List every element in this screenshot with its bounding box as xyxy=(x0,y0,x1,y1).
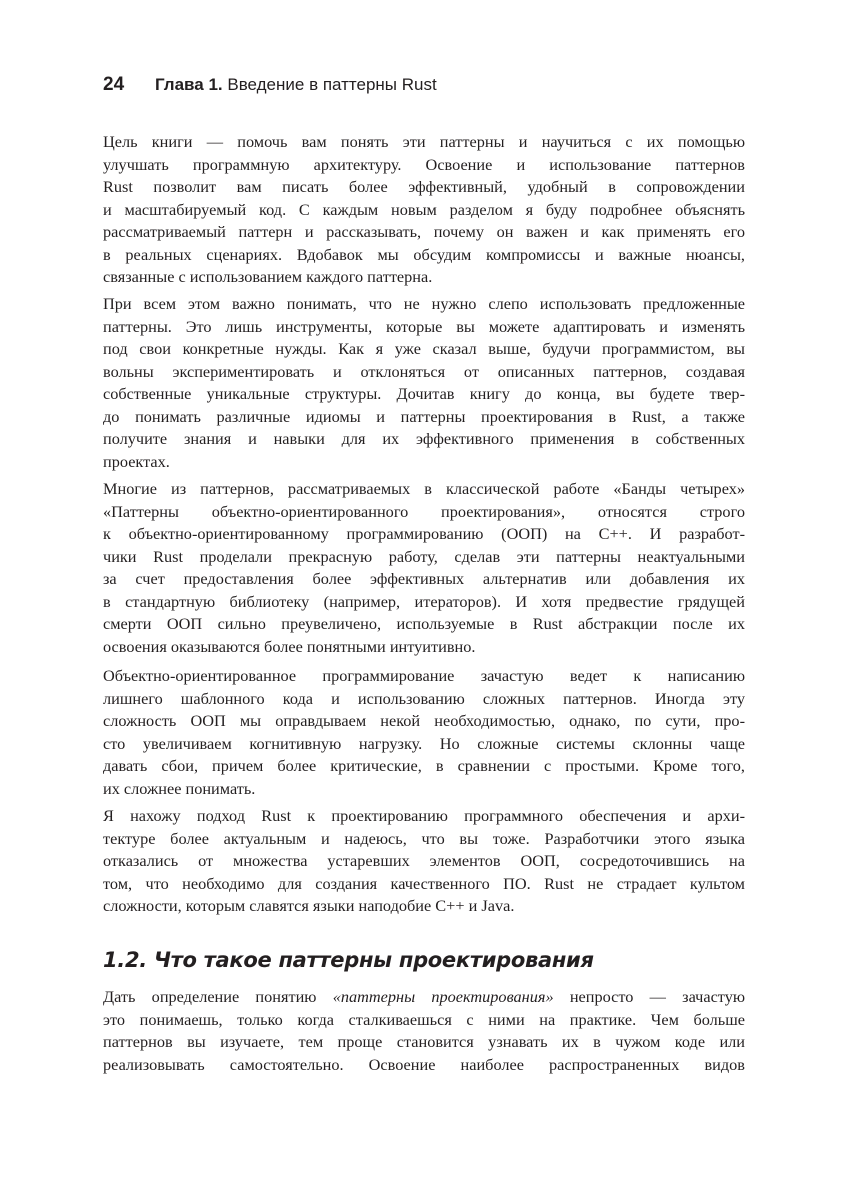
text-line xyxy=(103,478,745,501)
text-line-content: и масштабируемый код. С каждым новым разделом я буду подробнее объяснять xyxy=(103,199,745,219)
text-line xyxy=(103,316,745,339)
text-line xyxy=(103,568,745,591)
text-line-content: освоения оказываются более понятными интуитивно. xyxy=(103,636,476,656)
text-line-content: Многие из паттернов, рассматриваемых в классической работе «Банды четырех» xyxy=(103,479,745,498)
text-line-content: Rust позволит вам писать более эффективный, удобный в сопровождении xyxy=(103,177,745,196)
text-line xyxy=(103,895,745,918)
chapter-title: Введение в паттерны Rust xyxy=(227,75,437,94)
text-line-content: давать сбои, причем более критические, в сравнении с простыми. Кроме того, xyxy=(103,756,745,775)
text-line xyxy=(103,1009,745,1032)
text-line xyxy=(103,733,745,756)
text-line xyxy=(103,1054,745,1077)
text-line-content: в стандартную библиотеку (например, итераторов). И хотя предвестие грядущей xyxy=(103,591,745,611)
text-line-content: вольны экспериментировать и отклоняться от описанных паттернов, создавая xyxy=(103,361,745,381)
text-line-content xyxy=(103,986,745,1009)
text-line-content: связанные с использованием каждого паттерна. xyxy=(103,267,433,286)
page-number: 24 xyxy=(103,74,125,95)
text-line-content: сложности, которым славятся языки наподобие C++ и Java. xyxy=(103,896,515,915)
paragraph xyxy=(103,131,745,289)
text-line xyxy=(103,546,745,569)
text-line-content: сложность ООП мы оправдываем некой необходимостью, однако, по сути, про- xyxy=(103,711,745,730)
italic-term: «паттерны проектирования» xyxy=(332,987,554,1006)
text-line-content: Цель книги — помочь вам понять эти паттерны и научиться с их помощью xyxy=(103,132,745,151)
paragraph xyxy=(103,665,745,800)
text-line-content: «Паттерны объектно-ориентированного проектирования», относятся строго xyxy=(103,501,745,521)
text-line xyxy=(103,710,745,733)
text-line xyxy=(103,406,745,429)
text-line xyxy=(103,828,745,851)
text-line xyxy=(103,176,745,199)
text-line xyxy=(103,131,745,154)
paragraph xyxy=(103,805,745,918)
text-line-content: до понимать различные идиомы и паттерны проектирования в Rust, а также xyxy=(103,406,745,426)
text-line-content: том, что необходимо для создания качественного ПО. Rust не страдает культом xyxy=(103,873,745,893)
text-line xyxy=(103,244,745,267)
text-line-content: При всем этом важно понимать, что не нужно слепо использовать предложенные xyxy=(103,294,745,313)
text-line xyxy=(103,636,745,659)
paragraph xyxy=(103,478,745,658)
running-header xyxy=(103,74,437,96)
text-line xyxy=(103,805,745,828)
text-line-content: смерти ООП сильно преувеличено, используемые в Rust абстракции после их xyxy=(103,614,745,633)
text-line-content: в реальных сценариях. Вдобавок мы обсудим компромиссы и важные нюансы, xyxy=(103,244,745,264)
text-line xyxy=(103,613,745,636)
text-line-content: паттернов вы изучаете, тем проще становится узнавать их в чужом коде или xyxy=(103,1032,745,1051)
text-line xyxy=(103,986,745,1009)
text-line-content: к объектно-ориентированному программированию (ООП) на C++. И разработ- xyxy=(103,524,745,543)
text-line xyxy=(103,665,745,688)
text-line xyxy=(103,591,745,614)
text-line-content: паттерны. Это лишь инструменты, которые вы можете адаптировать и изменять xyxy=(103,316,745,336)
text-span: Дать определение понятию xyxy=(103,987,333,1006)
text-line xyxy=(103,338,745,361)
text-line xyxy=(103,778,745,801)
text-line xyxy=(103,688,745,711)
text-line xyxy=(103,293,745,316)
text-line xyxy=(103,501,745,524)
text-line xyxy=(103,361,745,384)
text-line-content: сто увеличиваем когнитивную нагрузку. Но сложные системы склонны чаще xyxy=(103,733,745,753)
text-line-content: под свои конкретные нужды. Как я уже сказал выше, будучи программистом, вы xyxy=(103,339,745,358)
text-line xyxy=(103,154,745,177)
text-line-content: реализовывать самостоятельно. Освоение наиболее распространенных видов xyxy=(103,1054,745,1074)
text-line-content: улучшать программную архитектуру. Освоение и использование паттернов xyxy=(103,154,745,174)
paragraph xyxy=(103,293,745,473)
text-line-content: лишнего шаблонного кода и использованию сложных паттернов. Иногда эту xyxy=(103,688,745,708)
text-line-content: получите знания и навыки для их эффективного применения в собственных xyxy=(103,429,745,448)
text-line xyxy=(103,451,745,474)
section-heading: 1.2. Что такое паттерны проектирования xyxy=(103,948,594,972)
text-line-content: за счет предоставления более эффективных альтернатив или добавления их xyxy=(103,569,745,588)
text-line xyxy=(103,383,745,406)
text-line xyxy=(103,523,745,546)
text-line-content: Я нахожу подход Rust к проектированию программного обеспечения и архи- xyxy=(103,806,745,825)
text-line xyxy=(103,428,745,451)
text-line xyxy=(103,199,745,222)
text-line-content: тектуре более актуальным и надеюсь, что вы тоже. Разработчики этого языка xyxy=(103,828,745,848)
text-line xyxy=(103,850,745,873)
section-paragraph xyxy=(103,986,745,1076)
text-line-content: Объектно-ориентированное программирование зачастую ведет к написанию xyxy=(103,666,745,685)
text-line xyxy=(103,266,745,289)
text-line xyxy=(103,873,745,896)
text-line xyxy=(103,221,745,244)
text-line xyxy=(103,1031,745,1054)
text-line-content: проектах. xyxy=(103,451,170,471)
text-line-content: их сложнее понимать. xyxy=(103,778,256,798)
text-line-content: рассматриваемый паттерн и рассказывать, почему он важен и как применять его xyxy=(103,222,745,241)
text-line-content: отказались от множества устаревших элементов ООП, сосредоточившись на xyxy=(103,851,745,870)
text-line-content: это понимаешь, только когда сталкиваешься с ними на практике. Чем больше xyxy=(103,1009,745,1029)
text-line-content: чики Rust проделали прекрасную работу, сделав эти паттерны неактуальными xyxy=(103,546,745,566)
text-line-content: собственные уникальные структуры. Дочитав книгу до конца, вы будете твер- xyxy=(103,384,745,403)
chapter-label: Глава 1. xyxy=(155,75,223,94)
text-span: непросто — зачастую xyxy=(553,987,746,1006)
text-line xyxy=(103,755,745,778)
